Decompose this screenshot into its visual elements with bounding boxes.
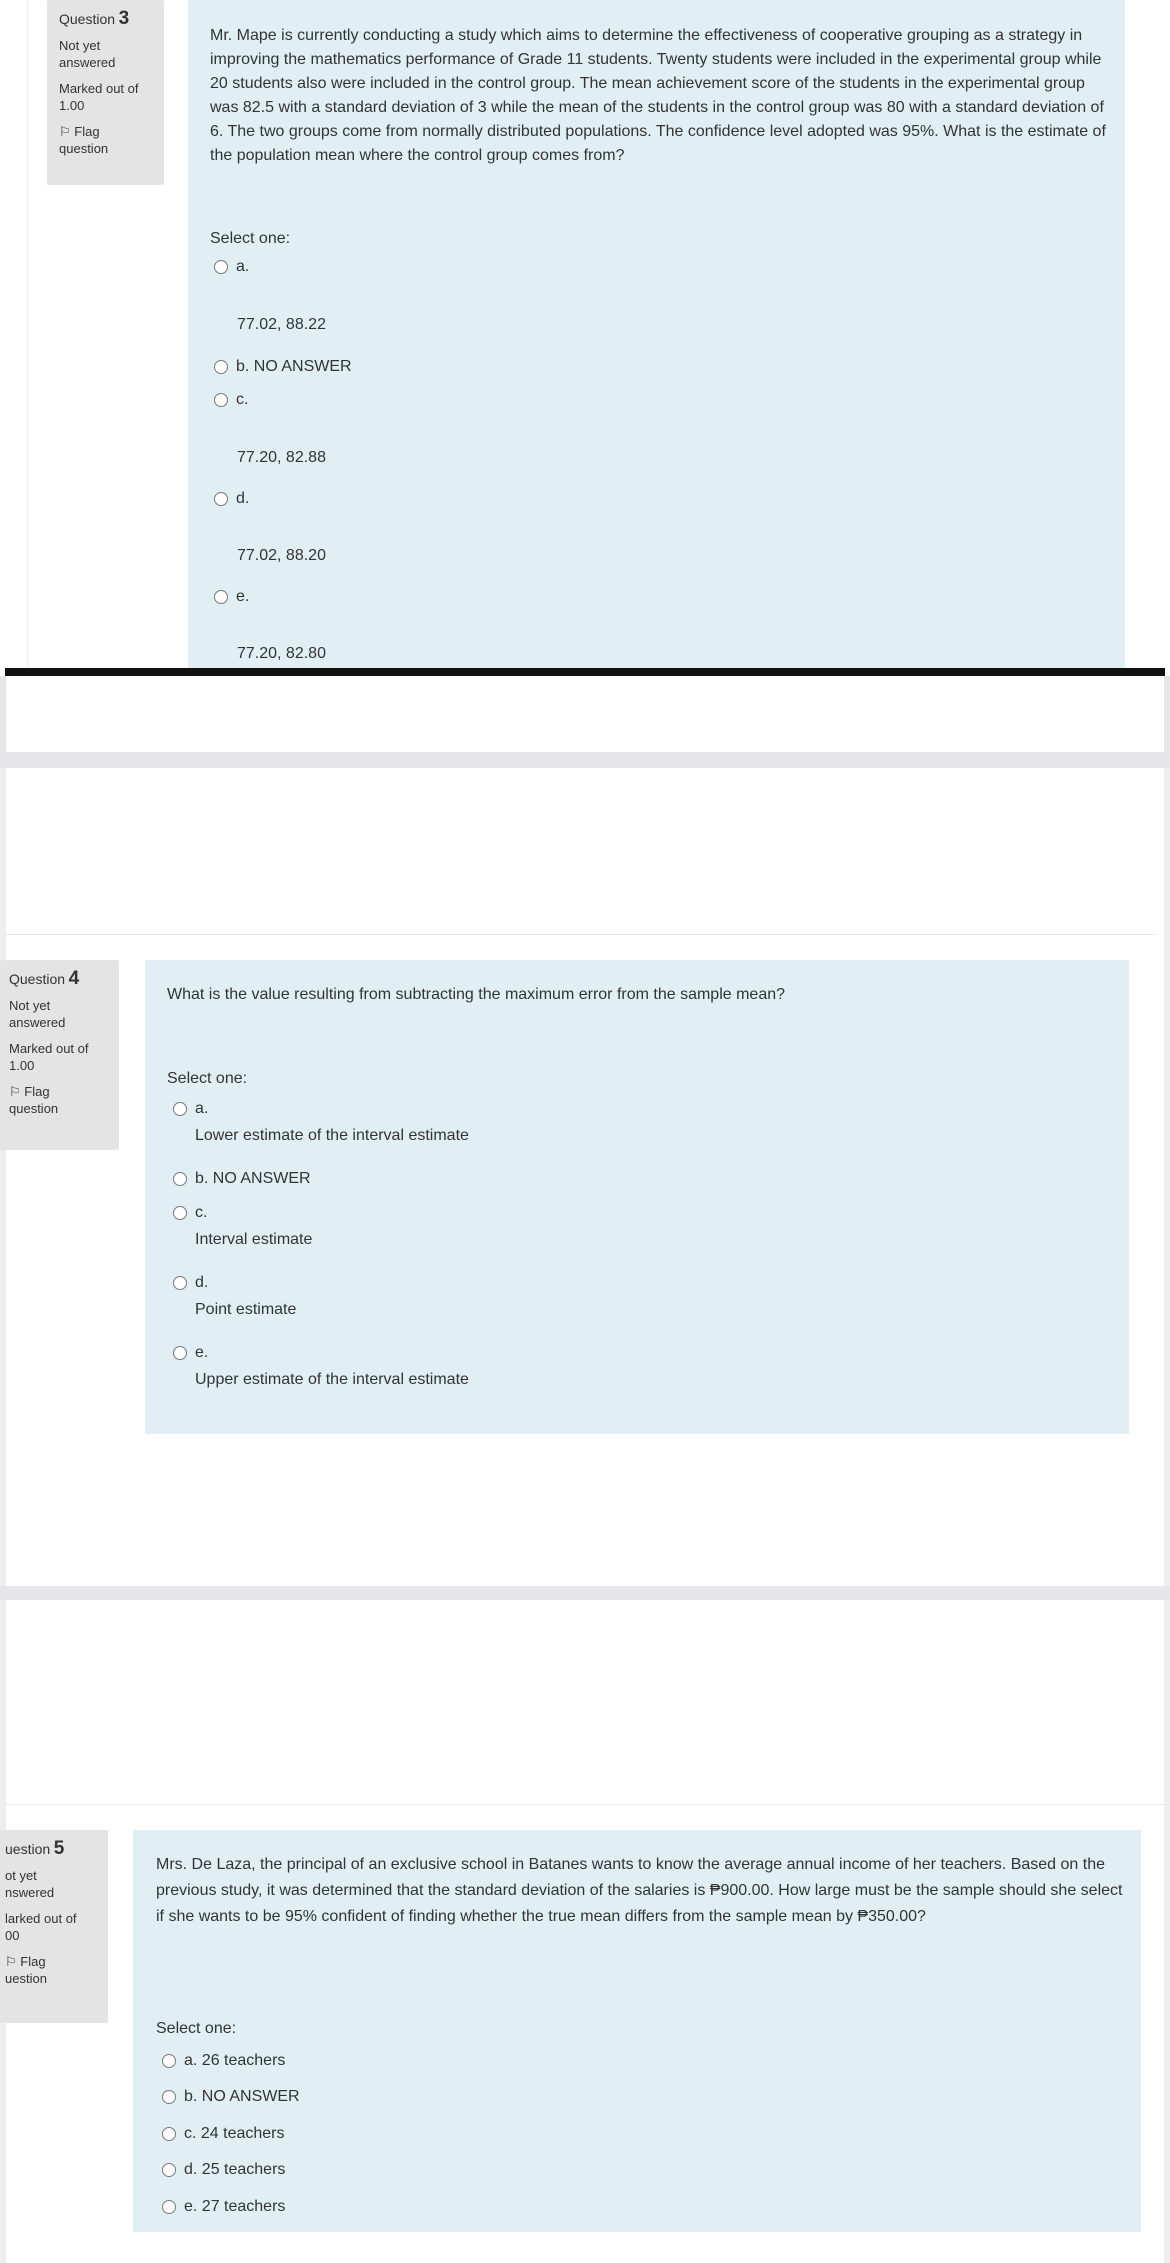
option-d[interactable]: d. bbox=[214, 489, 249, 509]
question-divider-line bbox=[6, 1804, 1164, 1805]
radio-button[interactable] bbox=[214, 590, 228, 604]
radio-button[interactable] bbox=[173, 1172, 187, 1186]
flag-icon: ⚐ bbox=[5, 1954, 17, 1969]
option-e[interactable]: e. 27 teachers bbox=[162, 2197, 285, 2217]
option-e[interactable]: e. bbox=[214, 587, 249, 607]
option-a-answer[interactable]: Lower estimate of the interval estimate bbox=[195, 1127, 469, 1144]
flag-icon: ⚐ bbox=[59, 124, 71, 139]
flag-question-button[interactable]: ⚐ Flag question bbox=[59, 124, 109, 156]
option-a[interactable]: a. bbox=[214, 257, 249, 277]
question-info-panel bbox=[0, 960, 119, 1150]
page-edge-left bbox=[0, 768, 6, 1588]
radio-button[interactable] bbox=[162, 2127, 176, 2141]
radio-button[interactable] bbox=[162, 2054, 176, 2068]
option-d-answer[interactable]: Point estimate bbox=[195, 1301, 297, 1318]
flag-question-button[interactable]: ⚐ Flag uestion bbox=[5, 1954, 47, 1986]
option-c-answer[interactable]: 77.20, 82.88 bbox=[237, 449, 326, 466]
question-number-label: Question 4 bbox=[9, 968, 80, 989]
select-one-label: Select one: bbox=[210, 230, 291, 247]
option-b[interactable]: b. NO ANSWER bbox=[173, 1169, 311, 1189]
option-d[interactable]: d. bbox=[173, 1273, 208, 1293]
radio-button[interactable] bbox=[173, 1276, 187, 1290]
marked-out-of: Marked out of 1.00 bbox=[9, 1041, 89, 1073]
page-edge-right bbox=[1164, 768, 1170, 1588]
option-c[interactable]: c. bbox=[173, 1203, 207, 1223]
option-e-answer[interactable]: Upper estimate of the interval estimate bbox=[195, 1371, 469, 1388]
select-one-label: Select one: bbox=[156, 2020, 237, 2037]
option-a-answer[interactable]: 77.02, 88.22 bbox=[237, 316, 326, 333]
option-a[interactable]: a. 26 teachers bbox=[162, 2051, 285, 2071]
option-a[interactable]: a. bbox=[173, 1099, 208, 1119]
question-formulation bbox=[145, 960, 1129, 1434]
page-edge-right bbox=[1164, 1600, 1170, 2263]
status-text: Not yet answered bbox=[9, 998, 66, 1030]
radio-button[interactable] bbox=[173, 1346, 187, 1360]
radio-button[interactable] bbox=[214, 393, 228, 407]
option-e[interactable]: e. bbox=[173, 1343, 208, 1363]
page-separator bbox=[0, 1586, 1170, 1600]
page-edge-left bbox=[0, 676, 6, 756]
status-text: Not yet answered bbox=[59, 38, 116, 70]
option-b[interactable]: b. NO ANSWER bbox=[214, 357, 352, 377]
option-b[interactable]: b. NO ANSWER bbox=[162, 2087, 300, 2107]
option-d-answer[interactable]: 77.02, 88.20 bbox=[237, 547, 326, 564]
page-edge-right bbox=[1164, 676, 1170, 756]
flag-icon: ⚐ bbox=[9, 1084, 21, 1099]
left-border-line bbox=[27, 0, 28, 670]
option-c[interactable]: c. bbox=[214, 390, 248, 410]
question-text: Mr. Mape is currently conducting a study which aims to determine the effectiveness of cooperative grouping as a strategy in improving the mathematics performance of Grade 11 students. Twenty students were included in the experimental group while 20 students also were included in the control group. The mean achievement score of the students in the experimental group was 82.5 with a standard deviation of 3 while the mean of the students in the control group was 80 with a standard deviation of 6. The two groups come from normally distributed populations. The confidence level adopted was 95%. What is the estimate of the population mean where the control group comes from? bbox=[210, 27, 1106, 164]
radio-button[interactable] bbox=[162, 2200, 176, 2214]
option-c[interactable]: c. 24 teachers bbox=[162, 2124, 285, 2144]
marked-out-of: Marked out of 1.00 bbox=[59, 81, 139, 113]
page-separator bbox=[0, 752, 1170, 768]
screenshot-divider bbox=[5, 668, 1165, 676]
radio-button[interactable] bbox=[214, 492, 228, 506]
radio-button[interactable] bbox=[173, 1102, 187, 1116]
question-number-label: uestion 5 bbox=[5, 1838, 65, 1859]
radio-button[interactable] bbox=[173, 1206, 187, 1220]
question-info-panel bbox=[47, 0, 164, 185]
question-text: What is the value resulting from subtracting the maximum error from the sample mean? bbox=[167, 986, 786, 1003]
radio-button[interactable] bbox=[214, 360, 228, 374]
option-c-answer[interactable]: Interval estimate bbox=[195, 1231, 313, 1248]
select-one-label: Select one: bbox=[167, 1070, 248, 1087]
question-info-panel bbox=[0, 1830, 108, 2023]
option-d[interactable]: d. 25 teachers bbox=[162, 2160, 285, 2180]
option-e-answer[interactable]: 77.20, 82.80 bbox=[237, 645, 326, 662]
status-text: ot yet nswered bbox=[5, 1868, 55, 1900]
radio-button[interactable] bbox=[214, 260, 228, 274]
radio-button[interactable] bbox=[162, 2163, 176, 2177]
question-number-label: Question 3 bbox=[59, 8, 130, 29]
marked-out-of: larked out of 00 bbox=[5, 1911, 77, 1943]
radio-button[interactable] bbox=[162, 2090, 176, 2104]
flag-question-button[interactable]: ⚐ Flag question bbox=[9, 1084, 59, 1116]
question-divider-line bbox=[6, 934, 1156, 935]
question-text: Mrs. De Laza, the principal of an exclusive school in Batanes wants to know the average annual income of her teachers. Based on the previous study, it was determined that the standard deviation of the salaries is ₱900.00. How large must be the sample should she select if she wants to be 95% confident of finding whether the true mean differs from the sample mean by ₱350.00? bbox=[156, 1856, 1123, 1925]
